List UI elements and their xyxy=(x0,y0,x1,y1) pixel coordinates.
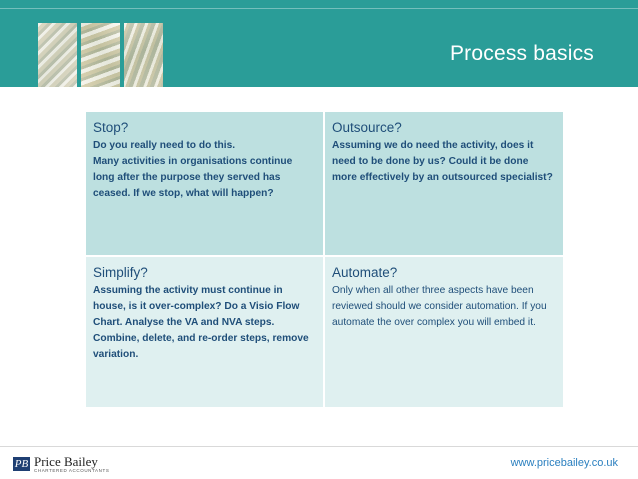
header-strip xyxy=(0,8,638,9)
quadrant-title: Automate? xyxy=(332,265,398,280)
logo-name: Price Bailey xyxy=(34,454,98,469)
photo-tile xyxy=(38,23,77,87)
quadrant-title: Stop? xyxy=(93,120,129,135)
quadrant-grid xyxy=(86,112,563,407)
quadrant-stop xyxy=(86,112,323,255)
photo-tile xyxy=(124,23,163,87)
website-link[interactable]: www.pricebailey.co.uk xyxy=(510,457,618,469)
quadrant-automate xyxy=(325,257,563,407)
price-bailey-logo xyxy=(13,455,109,474)
quadrant-title: Simplify? xyxy=(93,265,148,280)
quadrant-title: Outsource? xyxy=(332,120,402,135)
quadrant-simplify xyxy=(86,257,323,407)
quadrant-body: Assuming the activity must continue in house, is it over-complex? Do a Visio Flow Chart. Analyse the VA and NVA steps. Combine, delete, and re-order steps, remove variation. xyxy=(93,285,309,360)
footer-divider xyxy=(0,446,638,447)
header-banner xyxy=(0,0,638,87)
quadrant-body: Assuming we do need the activity, does it need to be done by us? Could it be done more effectively by an outsourced specialist? xyxy=(332,140,553,183)
logo-subtitle: CHARTERED ACCOUNTANTS xyxy=(34,468,110,473)
logo-text xyxy=(34,455,109,474)
quadrant-outsource xyxy=(325,112,563,255)
photo-tile xyxy=(81,23,120,87)
quadrant-body: Do you really need to do this. Many activities in organisations continue long after the purpose they served has ceased. If we stop, what will happen? xyxy=(93,140,293,199)
quadrant-body: Only when all other three aspects have been reviewed should we consider automation. If you automate the over complex you will embed it. xyxy=(332,285,547,328)
page-title: Process basics xyxy=(449,42,594,65)
logo-mark-icon: PB xyxy=(14,458,29,471)
header-photo xyxy=(38,23,163,87)
